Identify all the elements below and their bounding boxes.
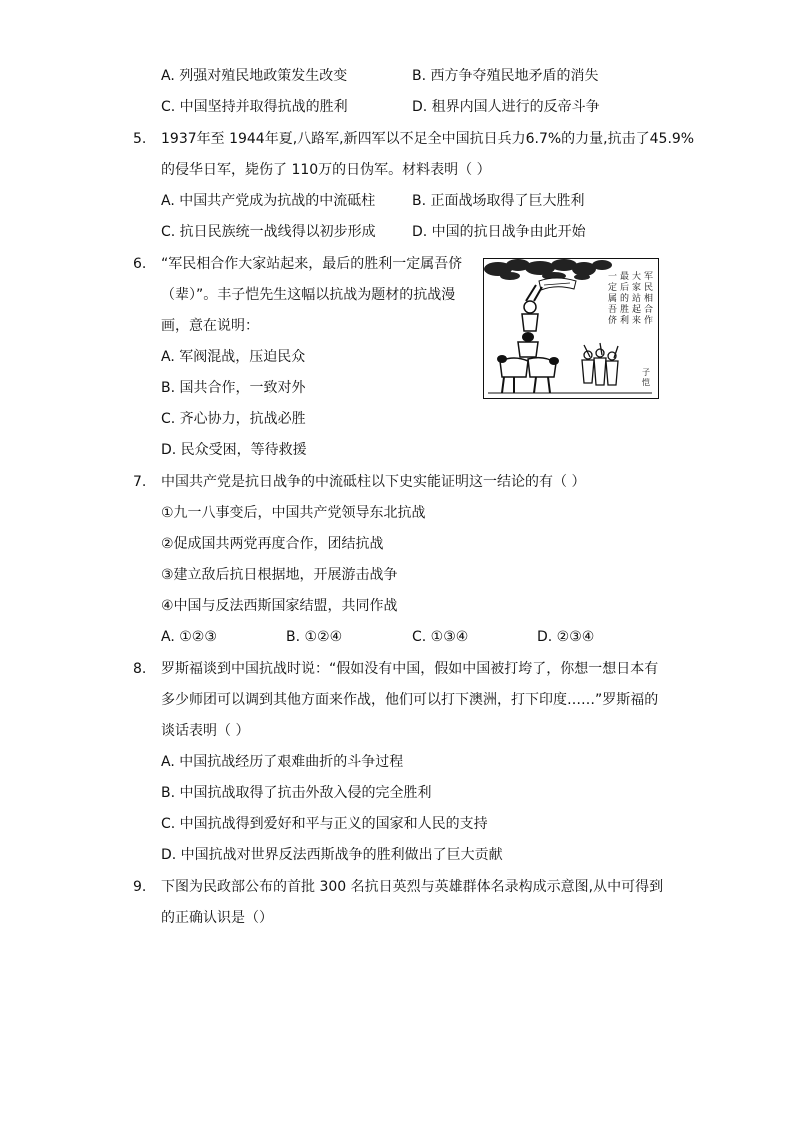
q4-option-d: D. 租界内国人进行的反帝斗争 [412,99,600,115]
svg-text:胜: 胜 [620,305,630,315]
q6-cartoon-image [483,258,659,399]
q7-option-a: A. ①②③ [161,629,217,645]
q8-stem-line2: 多少师团可以调到其他方面来作战，他们可以打下澳洲，打下印度……”罗斯福的 [161,692,659,708]
svg-text:起: 起 [632,305,642,315]
q5-option-a: A. 中国共产党成为抗战的中流砥柱 [161,193,376,209]
q8-number: 8. [133,661,147,677]
q7-item-3: ③建立敌后抗日根据地，开展游击战争 [161,567,398,583]
svg-text:属: 属 [608,294,618,304]
q7-option-d: D. ②③④ [537,629,595,645]
q8-stem-line1: 罗斯福谈到中国抗战时说：“假如没有中国，假如中国被打垮了，你想一想日本有 [161,661,659,677]
svg-text:大: 大 [632,272,642,282]
svg-text:家: 家 [632,283,642,293]
svg-text:恺: 恺 [642,378,650,387]
svg-text:相: 相 [644,294,654,304]
q7-item-4: ④中国与反法西斯国家结盟，共同作战 [161,598,398,614]
svg-text:站: 站 [632,294,642,304]
q9-number: 9. [133,879,147,895]
q7-number: 7. [133,474,147,490]
svg-text:民: 民 [644,283,654,293]
q7-option-c: C. ①③④ [412,629,469,645]
q8-option-d: D. 中国抗战对世界反法西斯战争的胜利做出了巨大贡献 [161,847,503,863]
svg-text:的: 的 [620,294,630,304]
q6-option-c: C. 齐心协力，抗战必胜 [161,411,306,427]
svg-text:一: 一 [608,272,618,282]
q4-option-b: B. 西方争夺殖民地矛盾的消失 [412,68,599,84]
q8-stem-line3: 谈话表明（ ） [161,723,250,739]
q5-option-d: D. 中国的抗日战争由此开始 [412,224,586,240]
q6-stem-line1: “军民相合作大家站起来，最后的胜利一定属吾侪 [161,256,463,272]
q9-stem-line1: 下图为民政部公布的首批 300 名抗日英烈与英雄群体名录构成示意图,从中可得到 [161,879,664,895]
q6-option-d: D. 民众受困，等待救援 [161,442,307,458]
svg-text:作: 作 [644,316,654,326]
q6-stem-line3: 画，意在说明： [161,318,259,334]
q7-item-1: ①九一八事变后，中国共产党领导东北抗战 [161,505,426,521]
q7-item-2: ②促成国共两党再度合作，团结抗战 [161,536,384,552]
svg-text:利: 利 [620,316,630,326]
q8-option-a: A. 中国抗战经历了艰难曲折的斗争过程 [161,754,404,770]
svg-text:子: 子 [642,368,650,377]
q5-number: 5. [133,131,147,147]
svg-text:定: 定 [608,283,618,293]
q8-option-b: B. 中国抗战取得了抗击外敌入侵的完全胜利 [161,785,432,801]
q5-stem-line2: 的侵华日军，毙伤了 110万的日伪军。材料表明（ ） [161,162,491,178]
q6-option-b: B. 国共合作，一致对外 [161,380,306,396]
q8-option-c: C. 中国抗战得到爱好和平与正义的国家和人民的支持 [161,816,488,832]
q4-option-a: A. 列强对殖民地政策发生改变 [161,68,348,84]
q9-stem-line2: 的正确认识是（） [161,910,273,926]
svg-text:侪: 侪 [608,316,618,326]
cartoon-caption-1: 军 [644,272,654,282]
q6-number: 6. [133,256,147,272]
q6-stem-line2: （辈）”。丰子恺先生这幅以抗战为题材的抗战漫 [161,287,456,303]
q6-option-a: A. 军阀混战，压迫民众 [161,349,306,365]
q4-option-c: C. 中国坚持并取得抗战的胜利 [161,99,348,115]
svg-text:最: 最 [620,272,630,282]
svg-text:后: 后 [620,283,630,293]
svg-text:合: 合 [644,305,654,315]
svg-text:吾: 吾 [608,305,618,315]
q7-option-b: B. ①②④ [286,629,343,645]
q5-option-c: C. 抗日民族统一战线得以初步形成 [161,224,376,240]
q7-stem: 中国共产党是抗日战争的中流砥柱以下史实能证明这一结论的有（ ） [161,474,586,490]
svg-text:来: 来 [632,316,642,326]
q5-stem-line1: 1937年至 1944年夏,八路军,新四军以不足全中国抗日兵力6.7%的力量,抗击了45.9% [161,131,695,147]
q5-option-b: B. 正面战场取得了巨大胜利 [412,193,585,209]
